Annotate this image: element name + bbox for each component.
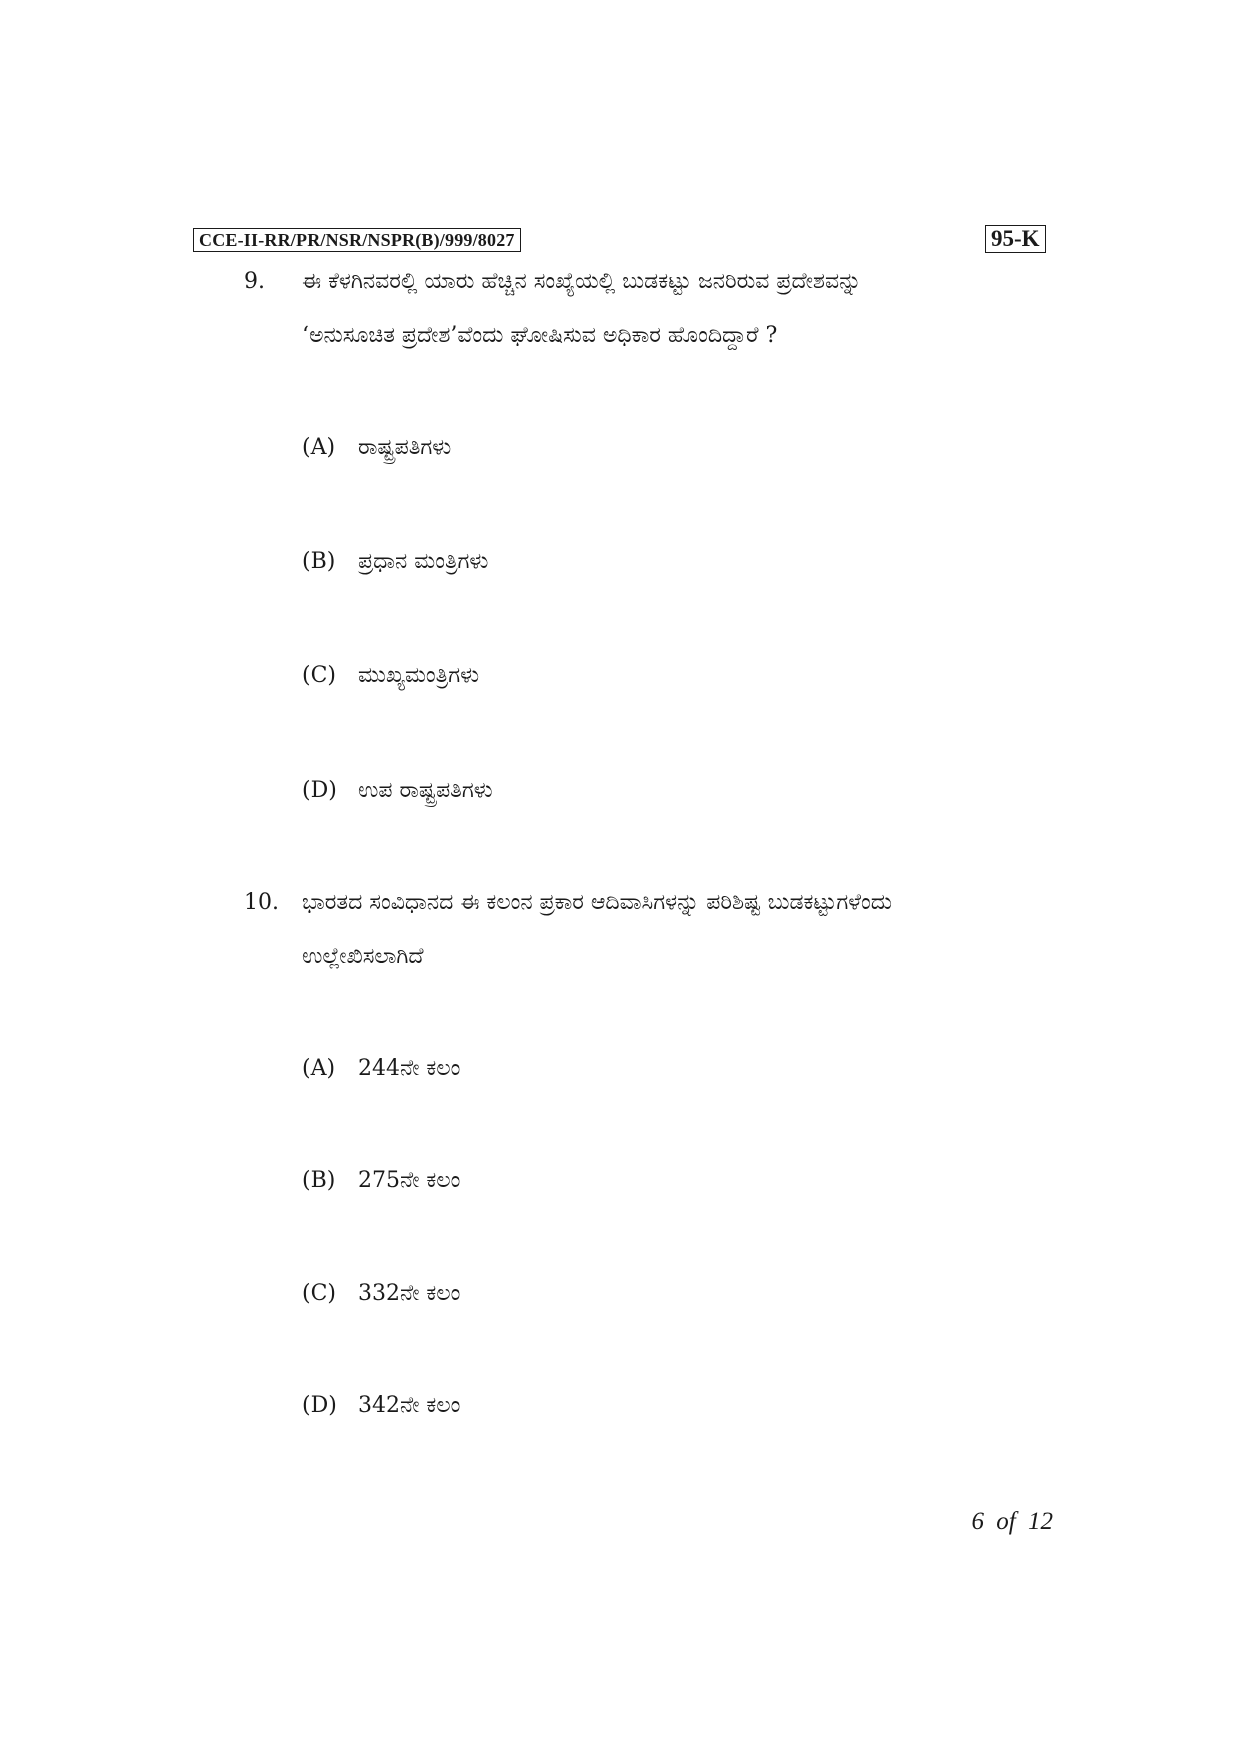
question-text-line: ಉಲ್ಲೇಖಿಸಲಾಗಿದೆ — [302, 944, 424, 969]
option-label: (C) — [302, 663, 336, 688]
option-text: ಪ್ರಧಾನ ಮಂತ್ರಿಗಳು — [358, 549, 489, 574]
question-number: 10. — [244, 890, 279, 915]
option-a — [302, 1054, 460, 1084]
option-label: (C) — [302, 1281, 336, 1306]
option-text: ರಾಷ್ಟ್ರಪತಿಗಳು — [358, 435, 452, 460]
option-label: (B) — [302, 549, 336, 574]
option-c — [302, 661, 479, 691]
option-text: 332ನೇ ಕಲಂ — [358, 1281, 461, 1306]
option-text: 342ನೇ ಕಲಂ — [358, 1393, 461, 1418]
option-label: (B) — [302, 1168, 336, 1193]
option-label: (D) — [302, 1393, 337, 1418]
option-b — [302, 547, 488, 577]
option-a — [302, 433, 451, 463]
option-text: 244ನೇ ಕಲಂ — [358, 1056, 461, 1081]
question-text-line: ಭಾರತದ ಸಂವಿಧಾನದ ಈ ಕಲಂನ ಪ್ರಕಾರ ಆದಿವಾಸಿಗಳನ್ನು ಪರಿಶಿಷ್ಟ ಬುಡಕಟ್ಟುಗಳೆಂದು — [302, 890, 892, 915]
question-text-line: ಈ ಕೆಳಗಿನವರಲ್ಲಿ ಯಾರು ಹೆಚ್ಚಿನ ಸಂಖ್ಯೆಯಲ್ಲಿ ಬುಡಕಟ್ಟು ಜನರಿರುವ ಪ್ರದೇಶವನ್ನು — [302, 269, 862, 294]
version-tag: 95-K — [985, 225, 1046, 253]
question-text-line: ‘ಅನುಸೂಚಿತ ಪ್ರದೇಶ’ವೆಂದು ಘೋಷಿಸುವ ಅಧಿಕಾರ ಹೊಂದಿದ್ದಾರೆ ? — [302, 323, 778, 348]
question-number: 9. — [244, 269, 265, 294]
option-text: 275ನೇ ಕಲಂ — [358, 1168, 461, 1193]
option-d — [302, 1391, 460, 1421]
page-number: 6 of 12 — [971, 1508, 1053, 1535]
option-d — [302, 776, 493, 806]
option-label: (A) — [302, 1056, 336, 1081]
option-b — [302, 1166, 460, 1196]
option-c — [302, 1279, 460, 1309]
option-text: ಉಪ ರಾಷ್ಟ್ರಪತಿಗಳು — [358, 778, 493, 803]
option-label: (D) — [302, 778, 337, 803]
paper-code: CCE-II-RR/PR/NSR/NSPR(B)/999/8027 — [193, 228, 521, 252]
option-text: ಮುಖ್ಯಮಂತ್ರಿಗಳು — [358, 663, 480, 688]
option-label: (A) — [302, 435, 336, 460]
